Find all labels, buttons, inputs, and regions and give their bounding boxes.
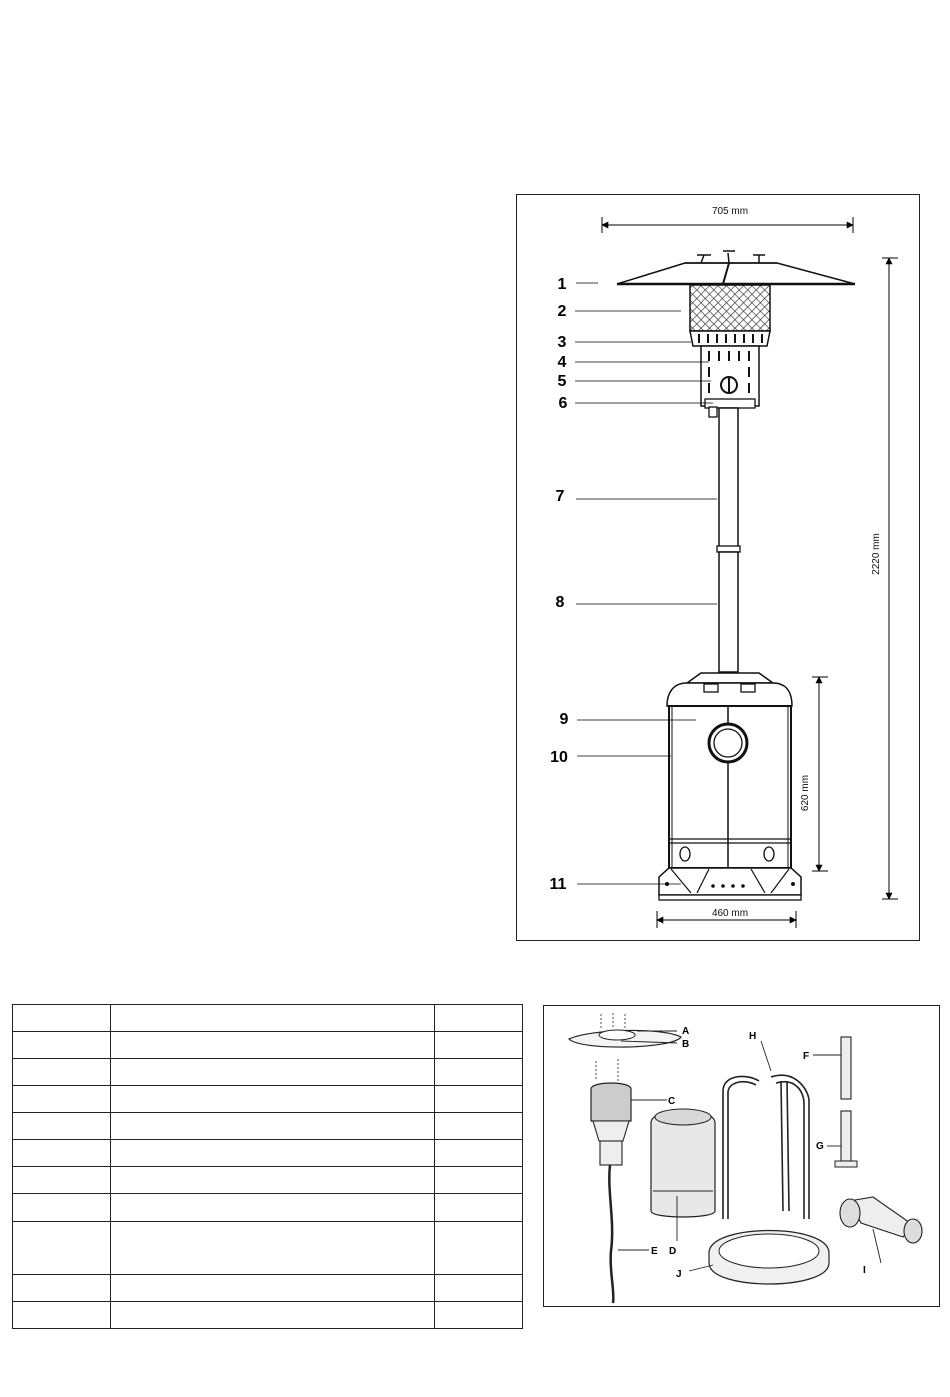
table-cell: [435, 1086, 523, 1113]
burner-housing: [701, 346, 759, 417]
height-dimension: 2220 mm: [871, 533, 882, 575]
table-cell: [435, 1302, 523, 1329]
label-i: I: [863, 1265, 866, 1276]
reflector-hood: [617, 251, 855, 284]
hood-part: [569, 1013, 681, 1047]
table-cell: [111, 1113, 435, 1140]
callout-9: 9: [559, 711, 569, 728]
table-cell: [13, 1140, 111, 1167]
table-cell: [111, 1005, 435, 1032]
callout-6: 6: [558, 395, 568, 412]
table-row: [13, 1167, 523, 1194]
table-row: [13, 1302, 523, 1329]
tank-housing: [667, 673, 792, 868]
label-e: E: [651, 1246, 658, 1257]
table-row: [13, 1005, 523, 1032]
label-a: A: [682, 1026, 690, 1037]
label-c: C: [668, 1096, 676, 1107]
callout-3: 3: [557, 334, 567, 351]
table-cell: [111, 1167, 435, 1194]
callout-7: 7: [555, 488, 565, 505]
bracket-part: [840, 1197, 922, 1263]
table-row: [13, 1032, 523, 1059]
heater-diagram-frame: [516, 194, 920, 941]
table-cell: [13, 1113, 111, 1140]
callout-8: 8: [555, 594, 565, 611]
callout-11: 11: [549, 876, 567, 893]
table-cell: [435, 1005, 523, 1032]
table-row: [13, 1275, 523, 1302]
callout-5: 5: [557, 373, 567, 390]
callout-2: 2: [557, 303, 567, 320]
table-cell: [13, 1222, 111, 1275]
table-cell: [111, 1059, 435, 1086]
table-cell: [111, 1275, 435, 1302]
table-row: [13, 1194, 523, 1222]
table-cell: [111, 1222, 435, 1275]
exploded-view-frame: [543, 1005, 940, 1307]
table-cell: [435, 1275, 523, 1302]
table-cell: [13, 1275, 111, 1302]
table-row: [13, 1059, 523, 1086]
table-cell: [111, 1194, 435, 1222]
label-g: G: [816, 1141, 824, 1152]
table-row: [13, 1086, 523, 1113]
label-d: D: [669, 1246, 677, 1257]
table-row: [13, 1140, 523, 1167]
table-cell: [435, 1059, 523, 1086]
table-cell: [13, 1059, 111, 1086]
callout-1: 1: [557, 276, 567, 293]
table-cell: [435, 1194, 523, 1222]
table-cell: [13, 1167, 111, 1194]
body-height-dimension: 620 mm: [800, 774, 811, 812]
heater-diagram: [517, 195, 921, 942]
label-f: F: [803, 1051, 810, 1062]
table-cell: [111, 1302, 435, 1329]
callout-10: 10: [550, 749, 568, 766]
callout-4: 4: [557, 354, 567, 371]
table-cell: [13, 1032, 111, 1059]
table-cell: [13, 1086, 111, 1113]
table-cell: [435, 1222, 523, 1275]
table-cell: [435, 1113, 523, 1140]
base-part: [689, 1231, 829, 1285]
table-cell: [435, 1167, 523, 1194]
table-row: [13, 1113, 523, 1140]
support-rods-part: [723, 1041, 809, 1219]
label-h: H: [749, 1031, 757, 1042]
tank-cover-part: [651, 1109, 715, 1241]
base-width-dimension: 460 mm: [711, 908, 749, 919]
emitter-screen: [690, 285, 770, 346]
label-j: J: [676, 1269, 682, 1280]
table-cell: [13, 1005, 111, 1032]
pole: [717, 408, 740, 672]
table-cell: [111, 1140, 435, 1167]
table-row: [13, 1222, 523, 1275]
table-cell: [13, 1302, 111, 1329]
table-cell: [13, 1194, 111, 1222]
table-cell: [111, 1032, 435, 1059]
exploded-view: [544, 1006, 941, 1308]
table-cell: [435, 1032, 523, 1059]
width-dimension: 705 mm: [711, 206, 749, 217]
parts-table: [12, 1004, 523, 1329]
table-cell: [435, 1140, 523, 1167]
table-cell: [111, 1086, 435, 1113]
label-b: B: [682, 1039, 690, 1050]
